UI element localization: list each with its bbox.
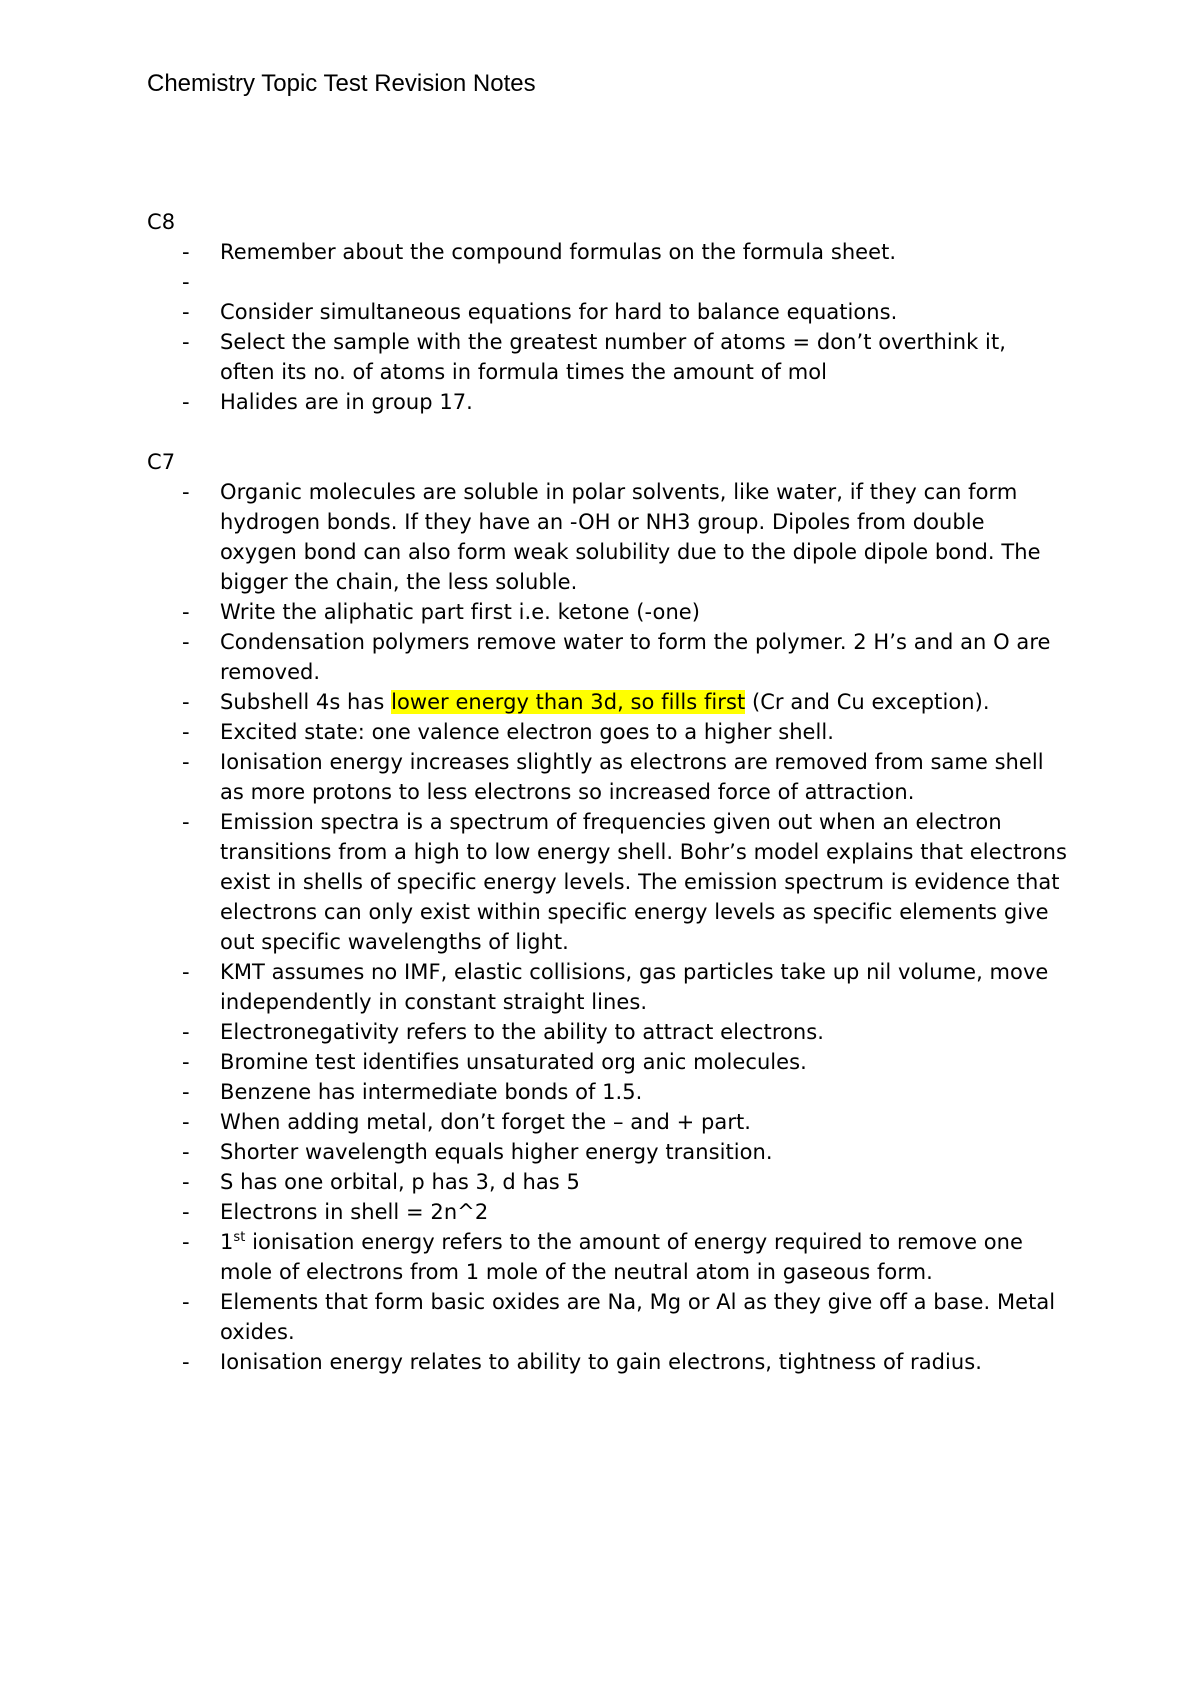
list-item-text: When adding metal, don’t forget the – and + part. [220, 1110, 752, 1134]
bullet-dash: - [182, 480, 190, 504]
highlighted-text: lower energy than 3d, so fills first [391, 690, 746, 714]
list-item [147, 957, 1067, 1017]
list-item [147, 387, 1067, 417]
list-item [147, 477, 1067, 597]
bullet-dash: - [182, 1230, 190, 1254]
list-item [147, 687, 1067, 717]
bullet-dash: - [182, 1140, 190, 1164]
list-item-text-post: (Cr and Cu exception). [745, 690, 990, 714]
section-heading: C7 [147, 450, 176, 474]
list-item [147, 717, 1067, 747]
list-item-text: Remember about the compound formulas on the formula sheet. [220, 240, 897, 264]
bullet-dash: - [182, 630, 190, 654]
bullet-dash: - [182, 1170, 190, 1194]
list-item [147, 267, 1067, 297]
list-item [147, 1017, 1067, 1047]
list-item-text: Organic molecules are soluble in polar solvents, like water, if they can form hydrogen bonds. If they have an -OH or NH3 group. Dipoles from double oxygen bond can also form weak solubility due to the dipole dipole bond. The bigger the chain, the less soluble. [220, 480, 1041, 594]
bullet-dash: - [182, 390, 190, 414]
list-item-text: Excited state: one valence electron goes to a higher shell. [220, 720, 835, 744]
list-item-text: Ionisation energy relates to ability to gain electrons, tightness of radius. [220, 1350, 982, 1374]
list-item-text: Electronegativity refers to the ability to attract electrons. [220, 1020, 825, 1044]
list-item-text-pre: 1 [220, 1230, 234, 1254]
document-body [147, 207, 1067, 1407]
list-item [147, 1077, 1067, 1107]
list-item-text: Halides are in group 17. [220, 390, 473, 414]
list-item-text: Emission spectra is a spectrum of frequencies given out when an electron transitions from a high to low energy shell. Bohr’s model explains that electrons exist in shells of specific energy levels. The emission spectrum is evidence that electrons can only exist within specific energy levels as specific elements give out specific wavelengths of light. [220, 810, 1067, 954]
list-item-text: Elements that form basic oxides are Na, Mg or Al as they give off a base. Metal oxides. [220, 1290, 1056, 1344]
list-item-text: Consider simultaneous equations for hard to balance equations. [220, 300, 898, 324]
section-heading: C8 [147, 210, 176, 234]
list-item [147, 327, 1067, 387]
bullet-dash: - [182, 1110, 190, 1134]
list-item [147, 297, 1067, 327]
bullet-dash: - [182, 750, 190, 774]
list-item [147, 1227, 1067, 1287]
bullet-dash: - [182, 1080, 190, 1104]
bullet-dash: - [182, 1200, 190, 1224]
bullet-list [147, 237, 1067, 417]
bullet-dash: - [182, 1020, 190, 1044]
bullet-dash: - [182, 1050, 190, 1074]
bullet-dash: - [182, 300, 190, 324]
list-item [147, 1347, 1067, 1377]
list-item-text: Bromine test identifies unsaturated org anic molecules. [220, 1050, 807, 1074]
bullet-dash: - [182, 960, 190, 984]
section-c8 [147, 207, 1067, 417]
bullet-dash: - [182, 600, 190, 624]
superscript-text: st [233, 1230, 246, 1245]
list-item-text: KMT assumes no IMF, elastic collisions, gas particles take up nil volume, move independently in constant straight lines. [220, 960, 1049, 1014]
list-item [147, 597, 1067, 627]
document-title: Chemistry Topic Test Revision Notes [147, 70, 536, 97]
bullet-dash: - [182, 330, 190, 354]
list-item [147, 1197, 1067, 1227]
list-item-text: S has one orbital, p has 3, d has 5 [220, 1170, 580, 1194]
section-c7 [147, 447, 1067, 1377]
list-item [147, 1107, 1067, 1137]
list-item-text: Select the sample with the greatest number of atoms = don’t overthink it, often its no. of atoms in formula times the amount of mol [220, 330, 1006, 384]
list-item [147, 237, 1067, 267]
bullet-dash: - [182, 720, 190, 744]
list-item-text: Shorter wavelength equals higher energy transition. [220, 1140, 773, 1164]
list-item [147, 747, 1067, 807]
bullet-dash: - [182, 690, 190, 714]
list-item [147, 627, 1067, 687]
list-item [147, 1047, 1067, 1077]
bullet-list [147, 477, 1067, 1377]
list-item-text-pre: Subshell 4s has [220, 690, 392, 714]
list-item-text: Write the aliphatic part first i.e. ketone (-one) [220, 600, 701, 624]
list-item-text-post: ionisation energy refers to the amount of energy required to remove one mole of electrons from 1 mole of the neutral atom in gaseous form. [220, 1230, 1024, 1284]
list-item [147, 807, 1067, 957]
list-item [147, 1137, 1067, 1167]
list-item-text: Ionisation energy increases slightly as electrons are removed from same shell as more protons to less electrons so increased force of attraction. [220, 750, 1044, 804]
list-item [147, 1287, 1067, 1347]
bullet-dash: - [182, 1350, 190, 1374]
bullet-dash: - [182, 810, 190, 834]
list-item-text: Condensation polymers remove water to form the polymer. 2 H’s and an O are removed. [220, 630, 1051, 684]
bullet-dash: - [182, 240, 190, 264]
list-item-text: Electrons in shell = 2n^2 [220, 1200, 489, 1224]
bullet-dash: - [182, 270, 190, 294]
bullet-dash: - [182, 1290, 190, 1314]
list-item [147, 1167, 1067, 1197]
list-item-text: Benzene has intermediate bonds of 1.5. [220, 1080, 643, 1104]
